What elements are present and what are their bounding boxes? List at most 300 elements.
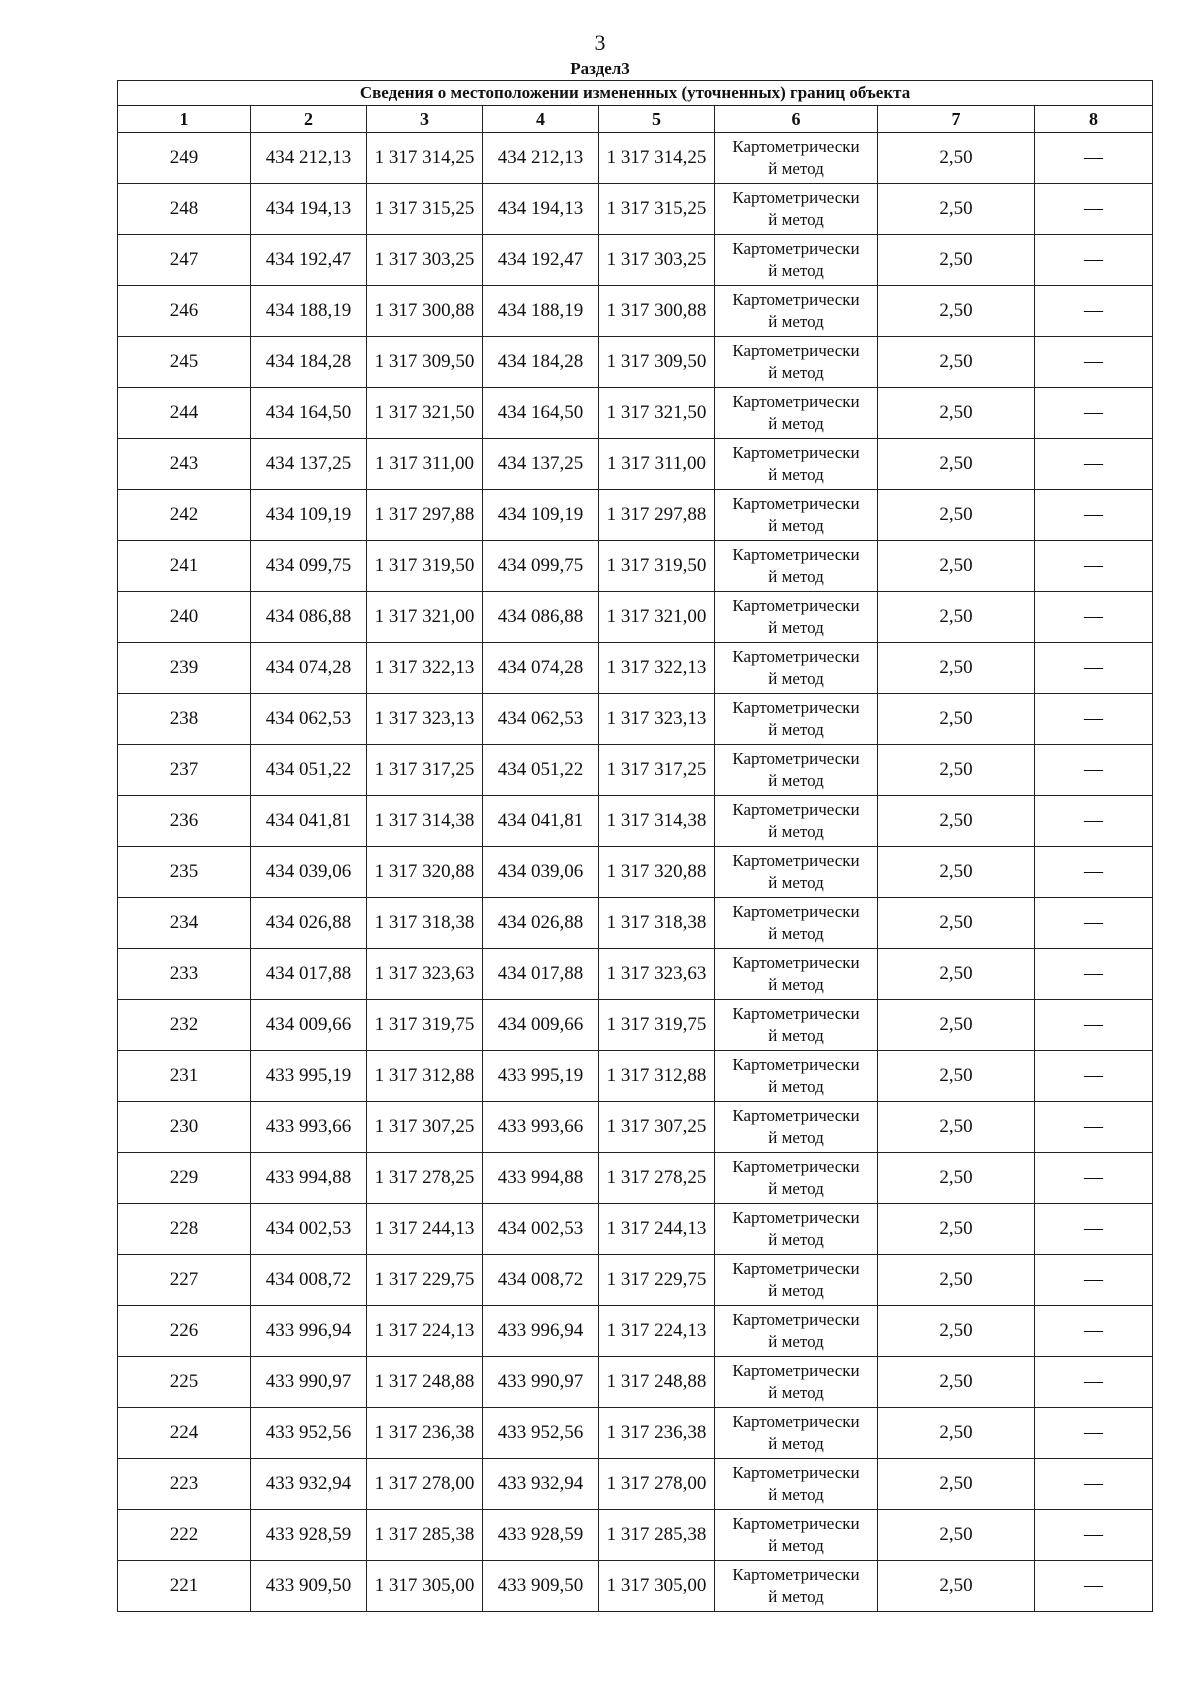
accuracy-cell: 2,50 [878, 745, 1035, 796]
accuracy-cell: 2,50 [878, 1153, 1035, 1204]
y-coordinate-cell: 1 317 317,25 [599, 745, 715, 796]
y-coordinate-cell: 1 317 303,25 [367, 235, 483, 286]
note-cell: — [1035, 1153, 1153, 1204]
table-caption: Сведения о местоположении измененных (уточненных) границ объекта [118, 81, 1153, 106]
table-row [118, 592, 1153, 643]
x-coordinate-cell: 434 039,06 [251, 847, 367, 898]
note-cell: — [1035, 490, 1153, 541]
table-row [118, 1204, 1153, 1255]
y-coordinate-cell: 1 317 309,50 [367, 337, 483, 388]
method-cell [715, 1000, 878, 1051]
method-text-line1: Картометрически [732, 341, 860, 360]
method-cell [715, 1510, 878, 1561]
y-coordinate-cell: 1 317 278,25 [367, 1153, 483, 1204]
method-cell [715, 541, 878, 592]
point-number-cell: 235 [118, 847, 251, 898]
method-cell [715, 1051, 878, 1102]
table-row [118, 1459, 1153, 1510]
method-text-line2: й метод [768, 1383, 824, 1402]
x-coordinate-cell: 433 995,19 [483, 1051, 599, 1102]
x-coordinate-cell: 433 932,94 [251, 1459, 367, 1510]
method-text-line2: й метод [768, 669, 824, 688]
y-coordinate-cell: 1 317 224,13 [599, 1306, 715, 1357]
table-row [118, 745, 1153, 796]
method-cell [715, 796, 878, 847]
x-coordinate-cell: 433 995,19 [251, 1051, 367, 1102]
x-coordinate-cell: 434 002,53 [251, 1204, 367, 1255]
point-number-cell: 228 [118, 1204, 251, 1255]
table-row [118, 133, 1153, 184]
y-coordinate-cell: 1 317 315,25 [367, 184, 483, 235]
point-number-cell: 249 [118, 133, 251, 184]
method-text-line2: й метод [768, 159, 824, 178]
table-row [118, 1102, 1153, 1153]
point-number-cell: 222 [118, 1510, 251, 1561]
method-cell [715, 898, 878, 949]
note-cell: — [1035, 235, 1153, 286]
method-text-line2: й метод [768, 261, 824, 280]
x-coordinate-cell: 433 994,88 [483, 1153, 599, 1204]
method-text-line2: й метод [768, 1587, 824, 1606]
point-number-cell: 240 [118, 592, 251, 643]
y-coordinate-cell: 1 317 320,88 [599, 847, 715, 898]
x-coordinate-cell: 434 188,19 [483, 286, 599, 337]
x-coordinate-cell: 434 192,47 [251, 235, 367, 286]
method-text-line1: Картометрически [732, 494, 860, 513]
table-row [118, 1000, 1153, 1051]
y-coordinate-cell: 1 317 323,63 [599, 949, 715, 1000]
table-header-row [118, 106, 1153, 133]
accuracy-cell: 2,50 [878, 541, 1035, 592]
x-coordinate-cell: 434 137,25 [483, 439, 599, 490]
method-cell [715, 1204, 878, 1255]
boundary-coordinates-table [117, 80, 1153, 1612]
y-coordinate-cell: 1 317 323,63 [367, 949, 483, 1000]
x-coordinate-cell: 434 062,53 [251, 694, 367, 745]
accuracy-cell: 2,50 [878, 1357, 1035, 1408]
method-text-line2: й метод [768, 1077, 824, 1096]
point-number-cell: 225 [118, 1357, 251, 1408]
note-cell: — [1035, 286, 1153, 337]
method-cell [715, 1357, 878, 1408]
y-coordinate-cell: 1 317 323,13 [599, 694, 715, 745]
y-coordinate-cell: 1 317 248,88 [367, 1357, 483, 1408]
accuracy-cell: 2,50 [878, 337, 1035, 388]
method-text-line1: Картометрически [732, 290, 860, 309]
point-number-cell: 229 [118, 1153, 251, 1204]
y-coordinate-cell: 1 317 224,13 [367, 1306, 483, 1357]
method-text-line1: Картометрически [732, 698, 860, 717]
x-coordinate-cell: 434 009,66 [483, 1000, 599, 1051]
method-cell [715, 1255, 878, 1306]
method-cell [715, 490, 878, 541]
method-cell [715, 592, 878, 643]
x-coordinate-cell: 434 051,22 [483, 745, 599, 796]
x-coordinate-cell: 433 993,66 [483, 1102, 599, 1153]
accuracy-cell: 2,50 [878, 490, 1035, 541]
point-number-cell: 234 [118, 898, 251, 949]
x-coordinate-cell: 434 009,66 [251, 1000, 367, 1051]
accuracy-cell: 2,50 [878, 184, 1035, 235]
accuracy-cell: 2,50 [878, 1102, 1035, 1153]
method-cell [715, 439, 878, 490]
x-coordinate-cell: 434 008,72 [251, 1255, 367, 1306]
y-coordinate-cell: 1 317 312,88 [599, 1051, 715, 1102]
x-coordinate-cell: 434 062,53 [483, 694, 599, 745]
method-text-line2: й метод [768, 975, 824, 994]
method-cell [715, 694, 878, 745]
note-cell: — [1035, 1255, 1153, 1306]
note-cell: — [1035, 949, 1153, 1000]
method-cell [715, 1408, 878, 1459]
x-coordinate-cell: 434 194,13 [483, 184, 599, 235]
x-coordinate-cell: 434 184,28 [483, 337, 599, 388]
accuracy-cell: 2,50 [878, 694, 1035, 745]
point-number-cell: 237 [118, 745, 251, 796]
y-coordinate-cell: 1 317 236,38 [367, 1408, 483, 1459]
note-cell: — [1035, 847, 1153, 898]
table-row [118, 1510, 1153, 1561]
y-coordinate-cell: 1 317 321,50 [599, 388, 715, 439]
point-number-cell: 232 [118, 1000, 251, 1051]
table-row [118, 388, 1153, 439]
note-cell: — [1035, 1357, 1153, 1408]
note-cell: — [1035, 541, 1153, 592]
y-coordinate-cell: 1 317 311,00 [367, 439, 483, 490]
method-cell [715, 235, 878, 286]
method-text-line2: й метод [768, 822, 824, 841]
note-cell: — [1035, 439, 1153, 490]
table-row [118, 1306, 1153, 1357]
accuracy-cell: 2,50 [878, 1000, 1035, 1051]
method-text-line2: й метод [768, 567, 824, 586]
note-cell: — [1035, 1510, 1153, 1561]
accuracy-cell: 2,50 [878, 235, 1035, 286]
y-coordinate-cell: 1 317 297,88 [599, 490, 715, 541]
table-row [118, 1255, 1153, 1306]
y-coordinate-cell: 1 317 323,13 [367, 694, 483, 745]
column-header: 2 [251, 106, 367, 133]
y-coordinate-cell: 1 317 300,88 [599, 286, 715, 337]
point-number-cell: 246 [118, 286, 251, 337]
accuracy-cell: 2,50 [878, 133, 1035, 184]
method-cell [715, 1561, 878, 1612]
y-coordinate-cell: 1 317 285,38 [367, 1510, 483, 1561]
x-coordinate-cell: 433 928,59 [483, 1510, 599, 1561]
x-coordinate-cell: 434 099,75 [483, 541, 599, 592]
accuracy-cell: 2,50 [878, 1255, 1035, 1306]
point-number-cell: 248 [118, 184, 251, 235]
y-coordinate-cell: 1 317 312,88 [367, 1051, 483, 1102]
method-text-line1: Картометрически [732, 647, 860, 666]
accuracy-cell: 2,50 [878, 439, 1035, 490]
method-text-line1: Картометрически [732, 1055, 860, 1074]
column-header: 6 [715, 106, 878, 133]
x-coordinate-cell: 434 109,19 [483, 490, 599, 541]
y-coordinate-cell: 1 317 244,13 [599, 1204, 715, 1255]
accuracy-cell: 2,50 [878, 898, 1035, 949]
page-number: 3 [594, 30, 606, 55]
accuracy-cell: 2,50 [878, 1204, 1035, 1255]
method-text-line1: Картометрически [732, 596, 860, 615]
point-number-cell: 242 [118, 490, 251, 541]
accuracy-cell: 2,50 [878, 1051, 1035, 1102]
table-row [118, 184, 1153, 235]
table-row [118, 1051, 1153, 1102]
y-coordinate-cell: 1 317 319,50 [367, 541, 483, 592]
x-coordinate-cell: 434 017,88 [483, 949, 599, 1000]
table-row [118, 847, 1153, 898]
x-coordinate-cell: 433 909,50 [251, 1561, 367, 1612]
x-coordinate-cell: 434 039,06 [483, 847, 599, 898]
method-text-line1: Картометрически [732, 1514, 860, 1533]
method-text-line2: й метод [768, 210, 824, 229]
method-text-line2: й метод [768, 1332, 824, 1351]
y-coordinate-cell: 1 317 278,25 [599, 1153, 715, 1204]
y-coordinate-cell: 1 317 285,38 [599, 1510, 715, 1561]
y-coordinate-cell: 1 317 314,25 [599, 133, 715, 184]
note-cell: — [1035, 745, 1153, 796]
accuracy-cell: 2,50 [878, 643, 1035, 694]
method-cell [715, 1459, 878, 1510]
x-coordinate-cell: 434 164,50 [251, 388, 367, 439]
table-row [118, 1408, 1153, 1459]
y-coordinate-cell: 1 317 321,00 [599, 592, 715, 643]
method-cell [715, 337, 878, 388]
y-coordinate-cell: 1 317 322,13 [367, 643, 483, 694]
method-text-line1: Картометрически [732, 239, 860, 258]
method-text-line2: й метод [768, 465, 824, 484]
y-coordinate-cell: 1 317 236,38 [599, 1408, 715, 1459]
y-coordinate-cell: 1 317 303,25 [599, 235, 715, 286]
point-number-cell: 224 [118, 1408, 251, 1459]
point-number-cell: 230 [118, 1102, 251, 1153]
method-cell [715, 949, 878, 1000]
method-cell [715, 643, 878, 694]
accuracy-cell: 2,50 [878, 1459, 1035, 1510]
note-cell: — [1035, 1306, 1153, 1357]
point-number-cell: 223 [118, 1459, 251, 1510]
table-row [118, 490, 1153, 541]
method-text-line2: й метод [768, 363, 824, 382]
point-number-cell: 231 [118, 1051, 251, 1102]
method-text-line1: Картометрически [732, 902, 860, 921]
accuracy-cell: 2,50 [878, 592, 1035, 643]
note-cell: — [1035, 184, 1153, 235]
method-text-line2: й метод [768, 1230, 824, 1249]
method-text-line1: Картометрически [732, 749, 860, 768]
method-text-line1: Картометрически [732, 392, 860, 411]
y-coordinate-cell: 1 317 244,13 [367, 1204, 483, 1255]
method-text-line1: Картометрически [732, 953, 860, 972]
x-coordinate-cell: 434 074,28 [483, 643, 599, 694]
y-coordinate-cell: 1 317 321,00 [367, 592, 483, 643]
method-text-line2: й метод [768, 1281, 824, 1300]
note-cell: — [1035, 1000, 1153, 1051]
y-coordinate-cell: 1 317 321,50 [367, 388, 483, 439]
y-coordinate-cell: 1 317 305,00 [367, 1561, 483, 1612]
point-number-cell: 244 [118, 388, 251, 439]
method-cell [715, 388, 878, 439]
point-number-cell: 233 [118, 949, 251, 1000]
note-cell: — [1035, 388, 1153, 439]
point-number-cell: 226 [118, 1306, 251, 1357]
table-row [118, 439, 1153, 490]
y-coordinate-cell: 1 317 278,00 [599, 1459, 715, 1510]
x-coordinate-cell: 434 002,53 [483, 1204, 599, 1255]
x-coordinate-cell: 434 212,13 [483, 133, 599, 184]
method-cell [715, 286, 878, 337]
y-coordinate-cell: 1 317 319,75 [599, 1000, 715, 1051]
table-row [118, 1561, 1153, 1612]
table-row [118, 1357, 1153, 1408]
column-header: 8 [1035, 106, 1153, 133]
method-text-line2: й метод [768, 1128, 824, 1147]
method-text-line1: Картометрически [732, 443, 860, 462]
table-row [118, 541, 1153, 592]
column-header: 1 [118, 106, 251, 133]
column-header: 7 [878, 106, 1035, 133]
point-number-cell: 238 [118, 694, 251, 745]
method-text-line1: Картометрически [732, 1208, 860, 1227]
y-coordinate-cell: 1 317 319,75 [367, 1000, 483, 1051]
y-coordinate-cell: 1 317 314,25 [367, 133, 483, 184]
method-text-line2: й метод [768, 771, 824, 790]
method-text-line2: й метод [768, 414, 824, 433]
method-cell [715, 847, 878, 898]
y-coordinate-cell: 1 317 305,00 [599, 1561, 715, 1612]
method-cell [715, 184, 878, 235]
method-text-line2: й метод [768, 618, 824, 637]
note-cell: — [1035, 1102, 1153, 1153]
note-cell: — [1035, 694, 1153, 745]
x-coordinate-cell: 433 996,94 [483, 1306, 599, 1357]
x-coordinate-cell: 434 188,19 [251, 286, 367, 337]
y-coordinate-cell: 1 317 314,38 [367, 796, 483, 847]
table-row [118, 337, 1153, 388]
y-coordinate-cell: 1 317 322,13 [599, 643, 715, 694]
x-coordinate-cell: 434 212,13 [251, 133, 367, 184]
method-text-line1: Картометрически [732, 188, 860, 207]
method-text-line1: Картометрически [732, 1463, 860, 1482]
x-coordinate-cell: 434 086,88 [251, 592, 367, 643]
method-text-line1: Картометрически [732, 1565, 860, 1584]
accuracy-cell: 2,50 [878, 1510, 1035, 1561]
method-text-line1: Картометрически [732, 1004, 860, 1023]
accuracy-cell: 2,50 [878, 847, 1035, 898]
table-row [118, 898, 1153, 949]
y-coordinate-cell: 1 317 229,75 [599, 1255, 715, 1306]
method-text-line1: Картометрически [732, 1259, 860, 1278]
method-text-line2: й метод [768, 1179, 824, 1198]
method-text-line1: Картометрически [732, 800, 860, 819]
note-cell: — [1035, 1459, 1153, 1510]
x-coordinate-cell: 434 017,88 [251, 949, 367, 1000]
method-text-line2: й метод [768, 720, 824, 739]
x-coordinate-cell: 434 164,50 [483, 388, 599, 439]
y-coordinate-cell: 1 317 311,00 [599, 439, 715, 490]
x-coordinate-cell: 434 194,13 [251, 184, 367, 235]
method-text-line2: й метод [768, 312, 824, 331]
y-coordinate-cell: 1 317 278,00 [367, 1459, 483, 1510]
accuracy-cell: 2,50 [878, 1306, 1035, 1357]
method-text-line1: Картометрически [732, 1412, 860, 1431]
y-coordinate-cell: 1 317 318,38 [367, 898, 483, 949]
x-coordinate-cell: 433 909,50 [483, 1561, 599, 1612]
method-text-line2: й метод [768, 1536, 824, 1555]
method-text-line1: Картометрически [732, 1106, 860, 1125]
x-coordinate-cell: 434 086,88 [483, 592, 599, 643]
point-number-cell: 241 [118, 541, 251, 592]
x-coordinate-cell: 434 184,28 [251, 337, 367, 388]
y-coordinate-cell: 1 317 248,88 [599, 1357, 715, 1408]
point-number-cell: 236 [118, 796, 251, 847]
x-coordinate-cell: 434 026,88 [483, 898, 599, 949]
note-cell: — [1035, 337, 1153, 388]
x-coordinate-cell: 434 137,25 [251, 439, 367, 490]
accuracy-cell: 2,50 [878, 796, 1035, 847]
table-row [118, 796, 1153, 847]
method-cell [715, 1153, 878, 1204]
note-cell: — [1035, 796, 1153, 847]
note-cell: — [1035, 133, 1153, 184]
x-coordinate-cell: 433 952,56 [251, 1408, 367, 1459]
accuracy-cell: 2,50 [878, 1408, 1035, 1459]
y-coordinate-cell: 1 317 297,88 [367, 490, 483, 541]
method-text-line1: Картометрически [732, 851, 860, 870]
point-number-cell: 227 [118, 1255, 251, 1306]
y-coordinate-cell: 1 317 307,25 [367, 1102, 483, 1153]
x-coordinate-cell: 433 996,94 [251, 1306, 367, 1357]
x-coordinate-cell: 434 008,72 [483, 1255, 599, 1306]
method-text-line2: й метод [768, 1434, 824, 1453]
x-coordinate-cell: 434 026,88 [251, 898, 367, 949]
y-coordinate-cell: 1 317 319,50 [599, 541, 715, 592]
column-header: 4 [483, 106, 599, 133]
x-coordinate-cell: 434 051,22 [251, 745, 367, 796]
x-coordinate-cell: 434 099,75 [251, 541, 367, 592]
y-coordinate-cell: 1 317 307,25 [599, 1102, 715, 1153]
point-number-cell: 247 [118, 235, 251, 286]
section-title: Раздел3 [570, 59, 630, 78]
column-header: 5 [599, 106, 715, 133]
table-body [118, 133, 1153, 1612]
x-coordinate-cell: 434 074,28 [251, 643, 367, 694]
x-coordinate-cell: 433 994,88 [251, 1153, 367, 1204]
x-coordinate-cell: 433 993,66 [251, 1102, 367, 1153]
method-cell [715, 1306, 878, 1357]
x-coordinate-cell: 434 109,19 [251, 490, 367, 541]
x-coordinate-cell: 433 990,97 [251, 1357, 367, 1408]
y-coordinate-cell: 1 317 300,88 [367, 286, 483, 337]
note-cell: — [1035, 1561, 1153, 1612]
table-row [118, 286, 1153, 337]
point-number-cell: 245 [118, 337, 251, 388]
table-row [118, 694, 1153, 745]
note-cell: — [1035, 1051, 1153, 1102]
y-coordinate-cell: 1 317 317,25 [367, 745, 483, 796]
y-coordinate-cell: 1 317 309,50 [599, 337, 715, 388]
method-text-line2: й метод [768, 873, 824, 892]
table-row [118, 949, 1153, 1000]
x-coordinate-cell: 433 952,56 [483, 1408, 599, 1459]
method-cell [715, 1102, 878, 1153]
method-text-line1: Картометрически [732, 137, 860, 156]
x-coordinate-cell: 434 192,47 [483, 235, 599, 286]
y-coordinate-cell: 1 317 318,38 [599, 898, 715, 949]
note-cell: — [1035, 592, 1153, 643]
accuracy-cell: 2,50 [878, 949, 1035, 1000]
